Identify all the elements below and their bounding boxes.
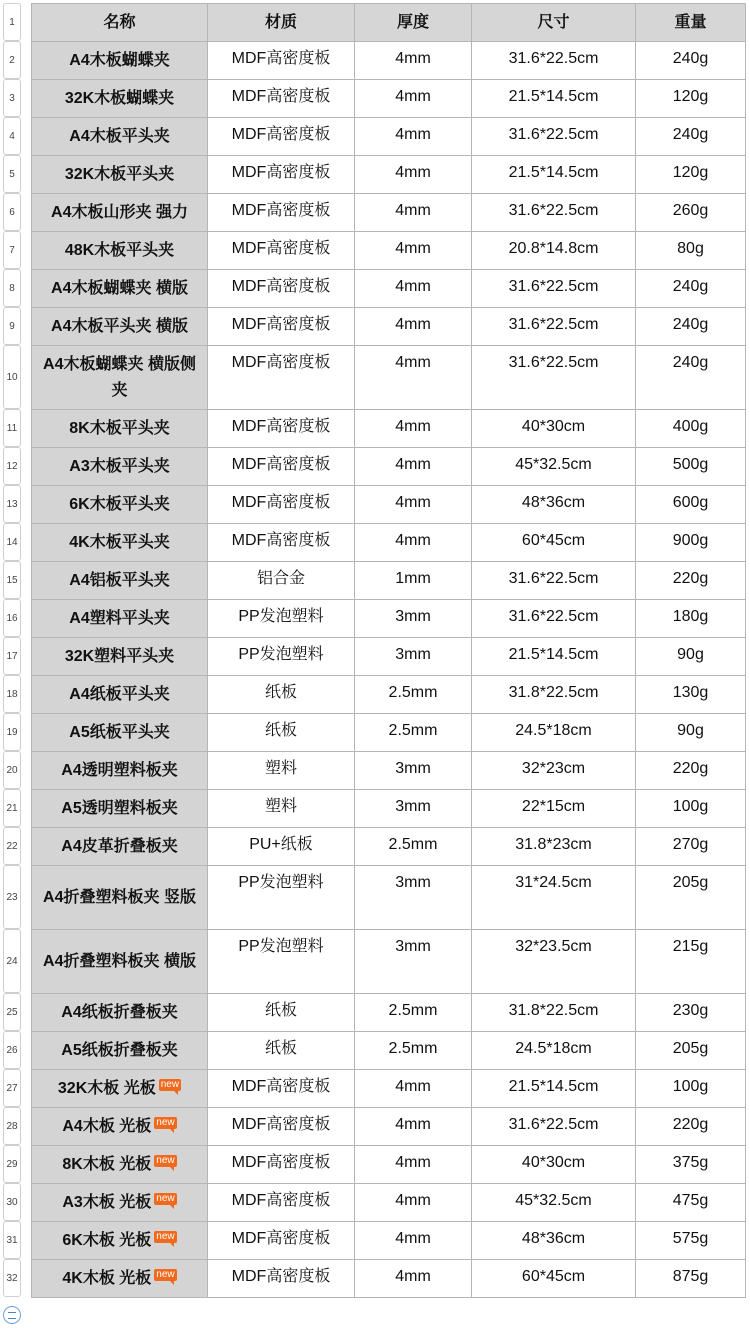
- product-name-cell[interactable]: [32, 194, 208, 232]
- table-row: [32, 1146, 746, 1184]
- product-name-cell[interactable]: [32, 1070, 208, 1108]
- new-badge: new: [160, 1078, 180, 1090]
- product-name: A4折叠塑料板夹 竖版: [43, 888, 196, 906]
- row-number[interactable]: 20: [3, 751, 21, 789]
- material-cell[interactable]: MDF高密度板: [208, 118, 355, 156]
- table-row: [32, 346, 746, 410]
- table-row: [32, 42, 746, 80]
- weight-cell[interactable]: 220g: [636, 752, 746, 790]
- size-cell[interactable]: 32*23cm: [472, 752, 636, 790]
- product-name-cell[interactable]: [32, 600, 208, 638]
- weight-cell[interactable]: 90g: [636, 714, 746, 752]
- table-row: [32, 866, 746, 930]
- table-row: [32, 410, 746, 448]
- material-cell[interactable]: PP发泡塑料: [208, 600, 355, 638]
- weight-cell[interactable]: 220g: [636, 562, 746, 600]
- row-number[interactable]: 3: [3, 79, 21, 117]
- product-name: A5纸板折叠板夹: [61, 1041, 178, 1059]
- material-cell[interactable]: MDF高密度板: [208, 194, 355, 232]
- row-number[interactable]: 6: [3, 193, 21, 231]
- product-name: 6K木板 光板: [62, 1231, 152, 1249]
- product-name: A4纸板折叠板夹: [61, 1003, 178, 1021]
- thickness-cell[interactable]: 4mm: [355, 270, 472, 308]
- thickness-cell[interactable]: 4mm: [355, 1146, 472, 1184]
- table-row: [32, 600, 746, 638]
- weight-cell[interactable]: 575g: [636, 1222, 746, 1260]
- table-row: [32, 118, 746, 156]
- weight-cell[interactable]: 205g: [636, 866, 746, 930]
- product-name-cell[interactable]: [32, 1260, 208, 1298]
- material-cell[interactable]: MDF高密度板: [208, 1146, 355, 1184]
- material-cell[interactable]: 纸板: [208, 1032, 355, 1070]
- product-name: 8K木板 光板: [62, 1155, 152, 1173]
- size-cell[interactable]: 20.8*14.8cm: [472, 232, 636, 270]
- size-cell[interactable]: 31*24.5cm: [472, 866, 636, 930]
- row-number[interactable]: 26: [3, 1031, 21, 1069]
- row-number[interactable]: 16: [3, 599, 21, 637]
- weight-cell[interactable]: 270g: [636, 828, 746, 866]
- thickness-cell[interactable]: 4mm: [355, 448, 472, 486]
- material-cell[interactable]: MDF高密度板: [208, 42, 355, 80]
- new-badge: new: [156, 1192, 175, 1204]
- table-row: [32, 194, 746, 232]
- row-number[interactable]: 13: [3, 485, 21, 523]
- material-cell[interactable]: MDF高密度板: [208, 410, 355, 448]
- row-number[interactable]: 10: [3, 345, 21, 409]
- thickness-cell[interactable]: 4mm: [355, 524, 472, 562]
- product-name-cell[interactable]: [32, 1108, 208, 1146]
- material-cell[interactable]: MDF高密度板: [208, 308, 355, 346]
- product-name: A4纸板平头夹: [69, 685, 170, 703]
- table-row: [32, 1108, 746, 1146]
- table-row: [32, 1260, 746, 1298]
- sheet-menu-button[interactable]: [3, 1306, 21, 1324]
- thickness-cell[interactable]: 3mm: [355, 600, 472, 638]
- header-row: [32, 4, 746, 42]
- menu-icon: [8, 1312, 16, 1319]
- material-cell[interactable]: MDF高密度板: [208, 448, 355, 486]
- product-name: 8K木板平头夹: [69, 419, 170, 437]
- weight-cell[interactable]: 500g: [636, 448, 746, 486]
- product-name: A4木板山形夹 强力: [51, 203, 188, 221]
- new-badge: new: [156, 1154, 175, 1166]
- material-cell[interactable]: 纸板: [208, 676, 355, 714]
- weight-cell[interactable]: 400g: [636, 410, 746, 448]
- material-cell[interactable]: MDF高密度板: [208, 1070, 355, 1108]
- row-number[interactable]: 30: [3, 1183, 21, 1221]
- thickness-cell[interactable]: 1mm: [355, 562, 472, 600]
- product-name-cell[interactable]: [32, 410, 208, 448]
- product-name: A3木板 光板: [62, 1193, 152, 1211]
- material-cell[interactable]: PU+纸板: [208, 828, 355, 866]
- thickness-cell[interactable]: 3mm: [355, 638, 472, 676]
- product-name-cell[interactable]: [32, 994, 208, 1032]
- table-row: [32, 1222, 746, 1260]
- product-name-cell[interactable]: [32, 1222, 208, 1260]
- weight-cell[interactable]: 375g: [636, 1146, 746, 1184]
- size-cell[interactable]: 31.6*22.5cm: [472, 1108, 636, 1146]
- table-row: [32, 994, 746, 1032]
- table-row: [32, 486, 746, 524]
- table-row: [32, 930, 746, 994]
- product-name: 6K木板平头夹: [69, 495, 170, 513]
- material-cell[interactable]: MDF高密度板: [208, 1108, 355, 1146]
- new-badge: new: [156, 1116, 175, 1128]
- weight-cell[interactable]: 240g: [636, 308, 746, 346]
- row-number[interactable]: 12: [3, 447, 21, 485]
- table-row: [32, 308, 746, 346]
- product-name-cell[interactable]: [32, 232, 208, 270]
- row-number[interactable]: 22: [3, 827, 21, 865]
- weight-cell[interactable]: 875g: [636, 1260, 746, 1298]
- row-number[interactable]: 8: [3, 269, 21, 307]
- size-cell[interactable]: 31.6*22.5cm: [472, 270, 636, 308]
- size-cell[interactable]: 31.8*23cm: [472, 828, 636, 866]
- product-name-cell[interactable]: [32, 790, 208, 828]
- row-number[interactable]: 29: [3, 1145, 21, 1183]
- table-row: [32, 448, 746, 486]
- product-name-cell[interactable]: [32, 714, 208, 752]
- thickness-cell[interactable]: 2.5mm: [355, 676, 472, 714]
- spec-table: [31, 3, 746, 1298]
- table-row: [32, 1032, 746, 1070]
- product-name-cell[interactable]: [32, 486, 208, 524]
- size-cell[interactable]: 31.6*22.5cm: [472, 118, 636, 156]
- product-name: A4木板平头夹 横版: [51, 317, 188, 335]
- table-row: [32, 714, 746, 752]
- material-cell[interactable]: 纸板: [208, 994, 355, 1032]
- size-cell[interactable]: 31.6*22.5cm: [472, 308, 636, 346]
- size-cell[interactable]: 48*36cm: [472, 486, 636, 524]
- table-row: [32, 80, 746, 118]
- thickness-cell[interactable]: 2.5mm: [355, 714, 472, 752]
- thickness-cell[interactable]: 3mm: [355, 930, 472, 994]
- material-cell[interactable]: MDF高密度板: [208, 232, 355, 270]
- size-cell[interactable]: 31.8*22.5cm: [472, 994, 636, 1032]
- row-number[interactable]: 32: [3, 1259, 21, 1297]
- table-row: [32, 676, 746, 714]
- size-cell[interactable]: 31.8*22.5cm: [472, 676, 636, 714]
- size-cell[interactable]: 48*36cm: [472, 1222, 636, 1260]
- thickness-cell[interactable]: 3mm: [355, 752, 472, 790]
- product-name: A3木板平头夹: [69, 457, 170, 475]
- weight-cell[interactable]: 240g: [636, 270, 746, 308]
- product-name-cell[interactable]: [32, 866, 208, 930]
- thickness-cell[interactable]: 4mm: [355, 1184, 472, 1222]
- material-cell[interactable]: PP发泡塑料: [208, 638, 355, 676]
- thickness-cell[interactable]: 4mm: [355, 42, 472, 80]
- weight-cell[interactable]: 120g: [636, 80, 746, 118]
- product-name: 4K木板平头夹: [69, 533, 170, 551]
- row-number[interactable]: 7: [3, 231, 21, 269]
- product-name-cell[interactable]: [32, 752, 208, 790]
- size-cell[interactable]: 40*30cm: [472, 410, 636, 448]
- thickness-cell[interactable]: 4mm: [355, 232, 472, 270]
- row-number[interactable]: 19: [3, 713, 21, 751]
- product-name: A4木板 光板: [62, 1117, 152, 1135]
- table-row: [32, 790, 746, 828]
- header-name[interactable]: 名称: [32, 4, 208, 42]
- product-name: A5透明塑料板夹: [61, 799, 178, 817]
- weight-cell[interactable]: 80g: [636, 232, 746, 270]
- size-cell[interactable]: 31.6*22.5cm: [472, 194, 636, 232]
- row-number[interactable]: 18: [3, 675, 21, 713]
- row-number[interactable]: 9: [3, 307, 21, 345]
- material-cell[interactable]: MDF高密度板: [208, 80, 355, 118]
- product-name: A4木板蝴蝶夹 横版侧夹: [43, 355, 196, 399]
- thickness-cell[interactable]: 4mm: [355, 410, 472, 448]
- weight-cell[interactable]: 90g: [636, 638, 746, 676]
- thickness-cell[interactable]: 4mm: [355, 1070, 472, 1108]
- row-number[interactable]: 27: [3, 1069, 21, 1107]
- size-cell[interactable]: 45*32.5cm: [472, 1184, 636, 1222]
- product-name-cell[interactable]: [32, 270, 208, 308]
- material-cell[interactable]: MDF高密度板: [208, 270, 355, 308]
- weight-cell[interactable]: 100g: [636, 790, 746, 828]
- size-cell[interactable]: 24.5*18cm: [472, 1032, 636, 1070]
- size-cell[interactable]: 31.6*22.5cm: [472, 562, 636, 600]
- weight-cell[interactable]: 220g: [636, 1108, 746, 1146]
- product-name-cell[interactable]: [32, 638, 208, 676]
- row-number[interactable]: 17: [3, 637, 21, 675]
- size-cell[interactable]: 32*23.5cm: [472, 930, 636, 994]
- row-number[interactable]: 14: [3, 523, 21, 561]
- thickness-cell[interactable]: 4mm: [355, 1108, 472, 1146]
- weight-cell[interactable]: 240g: [636, 42, 746, 80]
- product-name-cell[interactable]: [32, 80, 208, 118]
- row-number[interactable]: 5: [3, 155, 21, 193]
- product-name: A4铝板平头夹: [69, 571, 170, 589]
- size-cell[interactable]: 21.5*14.5cm: [472, 80, 636, 118]
- product-name-cell[interactable]: [32, 156, 208, 194]
- row-number[interactable]: 31: [3, 1221, 21, 1259]
- product-name-cell[interactable]: [32, 828, 208, 866]
- material-cell[interactable]: 铝合金: [208, 562, 355, 600]
- size-cell[interactable]: 31.6*22.5cm: [472, 42, 636, 80]
- table-row: [32, 156, 746, 194]
- new-badge: new: [156, 1268, 175, 1280]
- row-number-column: [3, 3, 21, 1297]
- size-cell[interactable]: 60*45cm: [472, 1260, 636, 1298]
- table-row: [32, 1070, 746, 1108]
- row-number[interactable]: 21: [3, 789, 21, 827]
- material-cell[interactable]: MDF高密度板: [208, 156, 355, 194]
- material-cell[interactable]: MDF高密度板: [208, 486, 355, 524]
- row-number[interactable]: 2: [3, 41, 21, 79]
- header-material[interactable]: 材质: [208, 4, 355, 42]
- product-name: 32K木板 光板: [57, 1079, 156, 1097]
- table-row: [32, 638, 746, 676]
- size-cell[interactable]: 60*45cm: [472, 524, 636, 562]
- thickness-cell[interactable]: 2.5mm: [355, 828, 472, 866]
- table-row: [32, 270, 746, 308]
- product-name: 32K木板蝴蝶夹: [64, 89, 175, 107]
- weight-cell[interactable]: 130g: [636, 676, 746, 714]
- thickness-cell[interactable]: 4mm: [355, 1222, 472, 1260]
- size-cell[interactable]: 21.5*14.5cm: [472, 1070, 636, 1108]
- size-cell[interactable]: 21.5*14.5cm: [472, 638, 636, 676]
- product-name: A4皮革折叠板夹: [61, 837, 178, 855]
- size-cell[interactable]: 31.6*22.5cm: [472, 600, 636, 638]
- thickness-cell[interactable]: 4mm: [355, 486, 472, 524]
- size-cell[interactable]: 45*32.5cm: [472, 448, 636, 486]
- material-cell[interactable]: MDF高密度板: [208, 346, 355, 410]
- thickness-cell[interactable]: 3mm: [355, 790, 472, 828]
- material-cell[interactable]: MDF高密度板: [208, 1260, 355, 1298]
- thickness-cell[interactable]: 4mm: [355, 346, 472, 410]
- size-cell[interactable]: 22*15cm: [472, 790, 636, 828]
- product-name-cell[interactable]: [32, 930, 208, 994]
- product-name: A5纸板平头夹: [69, 723, 170, 741]
- weight-cell[interactable]: 205g: [636, 1032, 746, 1070]
- weight-cell[interactable]: 260g: [636, 194, 746, 232]
- weight-cell[interactable]: 230g: [636, 994, 746, 1032]
- material-cell[interactable]: PP发泡塑料: [208, 930, 355, 994]
- size-cell[interactable]: 21.5*14.5cm: [472, 156, 636, 194]
- product-name-cell[interactable]: [32, 562, 208, 600]
- product-name-cell[interactable]: [32, 42, 208, 80]
- material-cell[interactable]: MDF高密度板: [208, 524, 355, 562]
- product-name: A4折叠塑料板夹 横版: [43, 952, 196, 970]
- table-row: [32, 524, 746, 562]
- weight-cell[interactable]: 240g: [636, 118, 746, 156]
- product-name-cell[interactable]: [32, 676, 208, 714]
- thickness-cell[interactable]: 2.5mm: [355, 1032, 472, 1070]
- weight-cell[interactable]: 240g: [636, 346, 746, 410]
- material-cell[interactable]: MDF高密度板: [208, 1222, 355, 1260]
- product-name: 4K木板 光板: [62, 1269, 152, 1287]
- thickness-cell[interactable]: 2.5mm: [355, 994, 472, 1032]
- material-cell[interactable]: 塑料: [208, 790, 355, 828]
- table-row: [32, 1184, 746, 1222]
- weight-cell[interactable]: 180g: [636, 600, 746, 638]
- table-row: [32, 828, 746, 866]
- weight-cell[interactable]: 600g: [636, 486, 746, 524]
- product-name-cell[interactable]: [32, 346, 208, 410]
- product-name: A4木板平头夹: [69, 127, 170, 145]
- row-number[interactable]: 15: [3, 561, 21, 599]
- header-thickness[interactable]: 厚度: [355, 4, 472, 42]
- row-number[interactable]: 24: [3, 929, 21, 993]
- row-number[interactable]: 11: [3, 409, 21, 447]
- header-weight[interactable]: 重量: [636, 4, 746, 42]
- row-number[interactable]: 25: [3, 993, 21, 1031]
- weight-cell[interactable]: 100g: [636, 1070, 746, 1108]
- material-cell[interactable]: 塑料: [208, 752, 355, 790]
- new-badge: new: [156, 1230, 175, 1242]
- product-name: 32K木板平头夹: [64, 165, 175, 183]
- row-number[interactable]: 28: [3, 1107, 21, 1145]
- product-name: A4塑料平头夹: [69, 609, 170, 627]
- thickness-cell[interactable]: 4mm: [355, 80, 472, 118]
- thickness-cell[interactable]: 3mm: [355, 866, 472, 930]
- material-cell[interactable]: MDF高密度板: [208, 1184, 355, 1222]
- product-name-cell[interactable]: [32, 118, 208, 156]
- product-name: A4木板蝴蝶夹 横版: [51, 279, 188, 297]
- product-name-cell[interactable]: [32, 448, 208, 486]
- weight-cell[interactable]: 120g: [636, 156, 746, 194]
- thickness-cell[interactable]: 4mm: [355, 308, 472, 346]
- weight-cell[interactable]: 900g: [636, 524, 746, 562]
- size-cell[interactable]: 24.5*18cm: [472, 714, 636, 752]
- product-name: 32K塑料平头夹: [64, 647, 175, 665]
- weight-cell[interactable]: 475g: [636, 1184, 746, 1222]
- table-row: [32, 752, 746, 790]
- row-number[interactable]: 4: [3, 117, 21, 155]
- row-number[interactable]: 1: [3, 3, 21, 41]
- thickness-cell[interactable]: 4mm: [355, 1260, 472, 1298]
- product-name-cell[interactable]: [32, 1146, 208, 1184]
- row-number[interactable]: 23: [3, 865, 21, 929]
- thickness-cell[interactable]: 4mm: [355, 156, 472, 194]
- product-name: A4木板蝴蝶夹: [69, 51, 170, 69]
- material-cell[interactable]: PP发泡塑料: [208, 866, 355, 930]
- material-cell[interactable]: 纸板: [208, 714, 355, 752]
- weight-cell[interactable]: 215g: [636, 930, 746, 994]
- thickness-cell[interactable]: 4mm: [355, 118, 472, 156]
- thickness-cell[interactable]: 4mm: [355, 194, 472, 232]
- table-row: [32, 562, 746, 600]
- product-name-cell[interactable]: [32, 308, 208, 346]
- product-name: A4透明塑料板夹: [61, 761, 178, 779]
- size-cell[interactable]: 31.6*22.5cm: [472, 346, 636, 410]
- table-row: [32, 232, 746, 270]
- product-name: 48K木板平头夹: [64, 241, 175, 259]
- product-name-cell[interactable]: [32, 1032, 208, 1070]
- header-size[interactable]: 尺寸: [472, 4, 636, 42]
- size-cell[interactable]: 40*30cm: [472, 1146, 636, 1184]
- product-name-cell[interactable]: [32, 524, 208, 562]
- product-name-cell[interactable]: [32, 1184, 208, 1222]
